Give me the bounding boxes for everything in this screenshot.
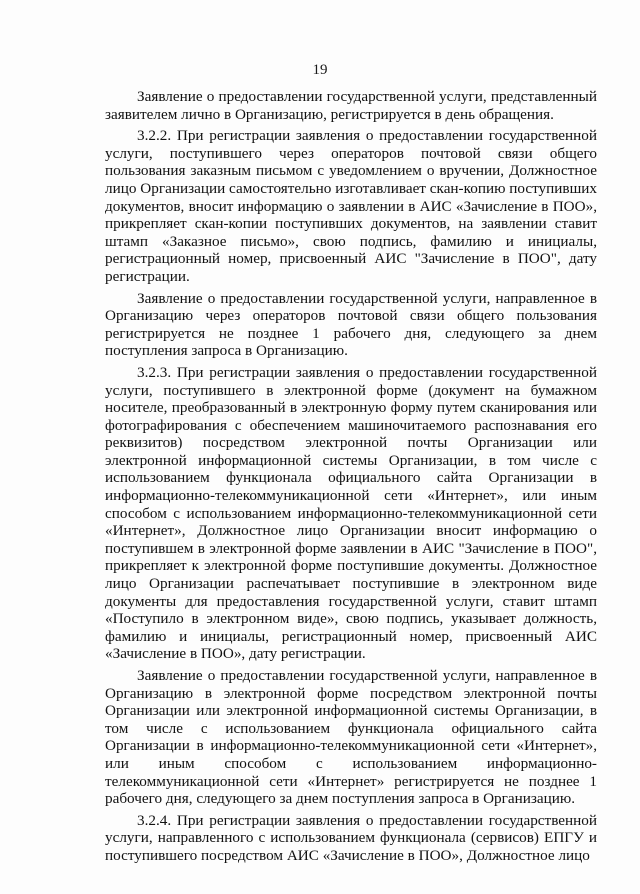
- paragraph-registration-in-person: Заявление о предоставлении государственной услуги, представленный заявителем лично в Организацию, регистрируется в день обращения.: [105, 88, 597, 123]
- paragraph-3-2-2: 3.2.2. При регистрации заявления о предоставлении государственной услуги, поступившего через операторов почтовой связи общего пользования заказным письмом с уведомлением о вручении, Должностное лицо Организации самостоятельно изготавливает скан-копию поступивших документов, вносит информацию о заявлении в АИС «Зачисление в ПОО», прикрепляет скан-копии поступивших документов, на заявлении ставит штамп «Заказное письмо», свою подпись, фамилию и инициалы, регистрационный номер, присвоенный АИС "Зачисление в ПОО", дату регистрации.: [105, 127, 597, 285]
- page-number: 19: [312, 62, 328, 78]
- paragraph-electronic-registration-deadline: Заявление о предоставлении государственной услуги, направленное в Организацию в электронной форме посредством электронной почты Организации или электронной информационной системы Организации, в том числе с использованием функционала официального сайта Организации в информационно-телекоммуникационной сети «Интернет», или иным способом с использованием информационно-телекоммуникационной сети «Интернет» регистрируется не позднее 1 рабочего дня, следующего за днем поступления запроса в Организацию.: [105, 667, 597, 808]
- document-body: [105, 88, 597, 869]
- paragraph-postal-registration-deadline: Заявление о предоставлении государственной услуги, направленное в Организацию через операторов почтовой связи общего пользования регистрируется не позднее 1 рабочего дня, следующего за днем поступления запроса в Организацию.: [105, 289, 597, 360]
- paragraph-3-2-3: 3.2.3. При регистрации заявления о предоставлении государственной услуги, поступившего в электронной форме (документ на бумажном носителе, преобразованный в электронную форму путем сканирования или фотографирования с обеспечением машиночитаемого распознавания его реквизитов) посредством электронной почты Организации или электронной информационной системы Организации, в том числе с использованием функционала официального сайта Организации в информационно-телекоммуникационной сети «Интернет», или иным способом с использованием информационно-телекоммуникационной сети «Интернет», Должностное лицо Организации вносит информацию о поступившем в электронной форме заявлении в АИС "Зачисление в ПОО", прикрепляет к электронной форме поступившие документы. Должностное лицо Организации распечатывает поступившие в электронном виде документы для предоставления государственной услуги, ставит штамп «Поступило в электронном виде», свою подпись, указывает должность, фамилию и инициалы, регистрационный номер, присвоенный АИС «Зачисление в ПОО», дату регистрации.: [105, 363, 597, 663]
- paragraph-3-2-4: 3.2.4. При регистрации заявления о предоставлении государственной услуги, направленного с использованием функционала (сервисов) ЕПГУ и поступившего посредством АИС «Зачисление в ПОО», Должностное лицо: [105, 811, 597, 864]
